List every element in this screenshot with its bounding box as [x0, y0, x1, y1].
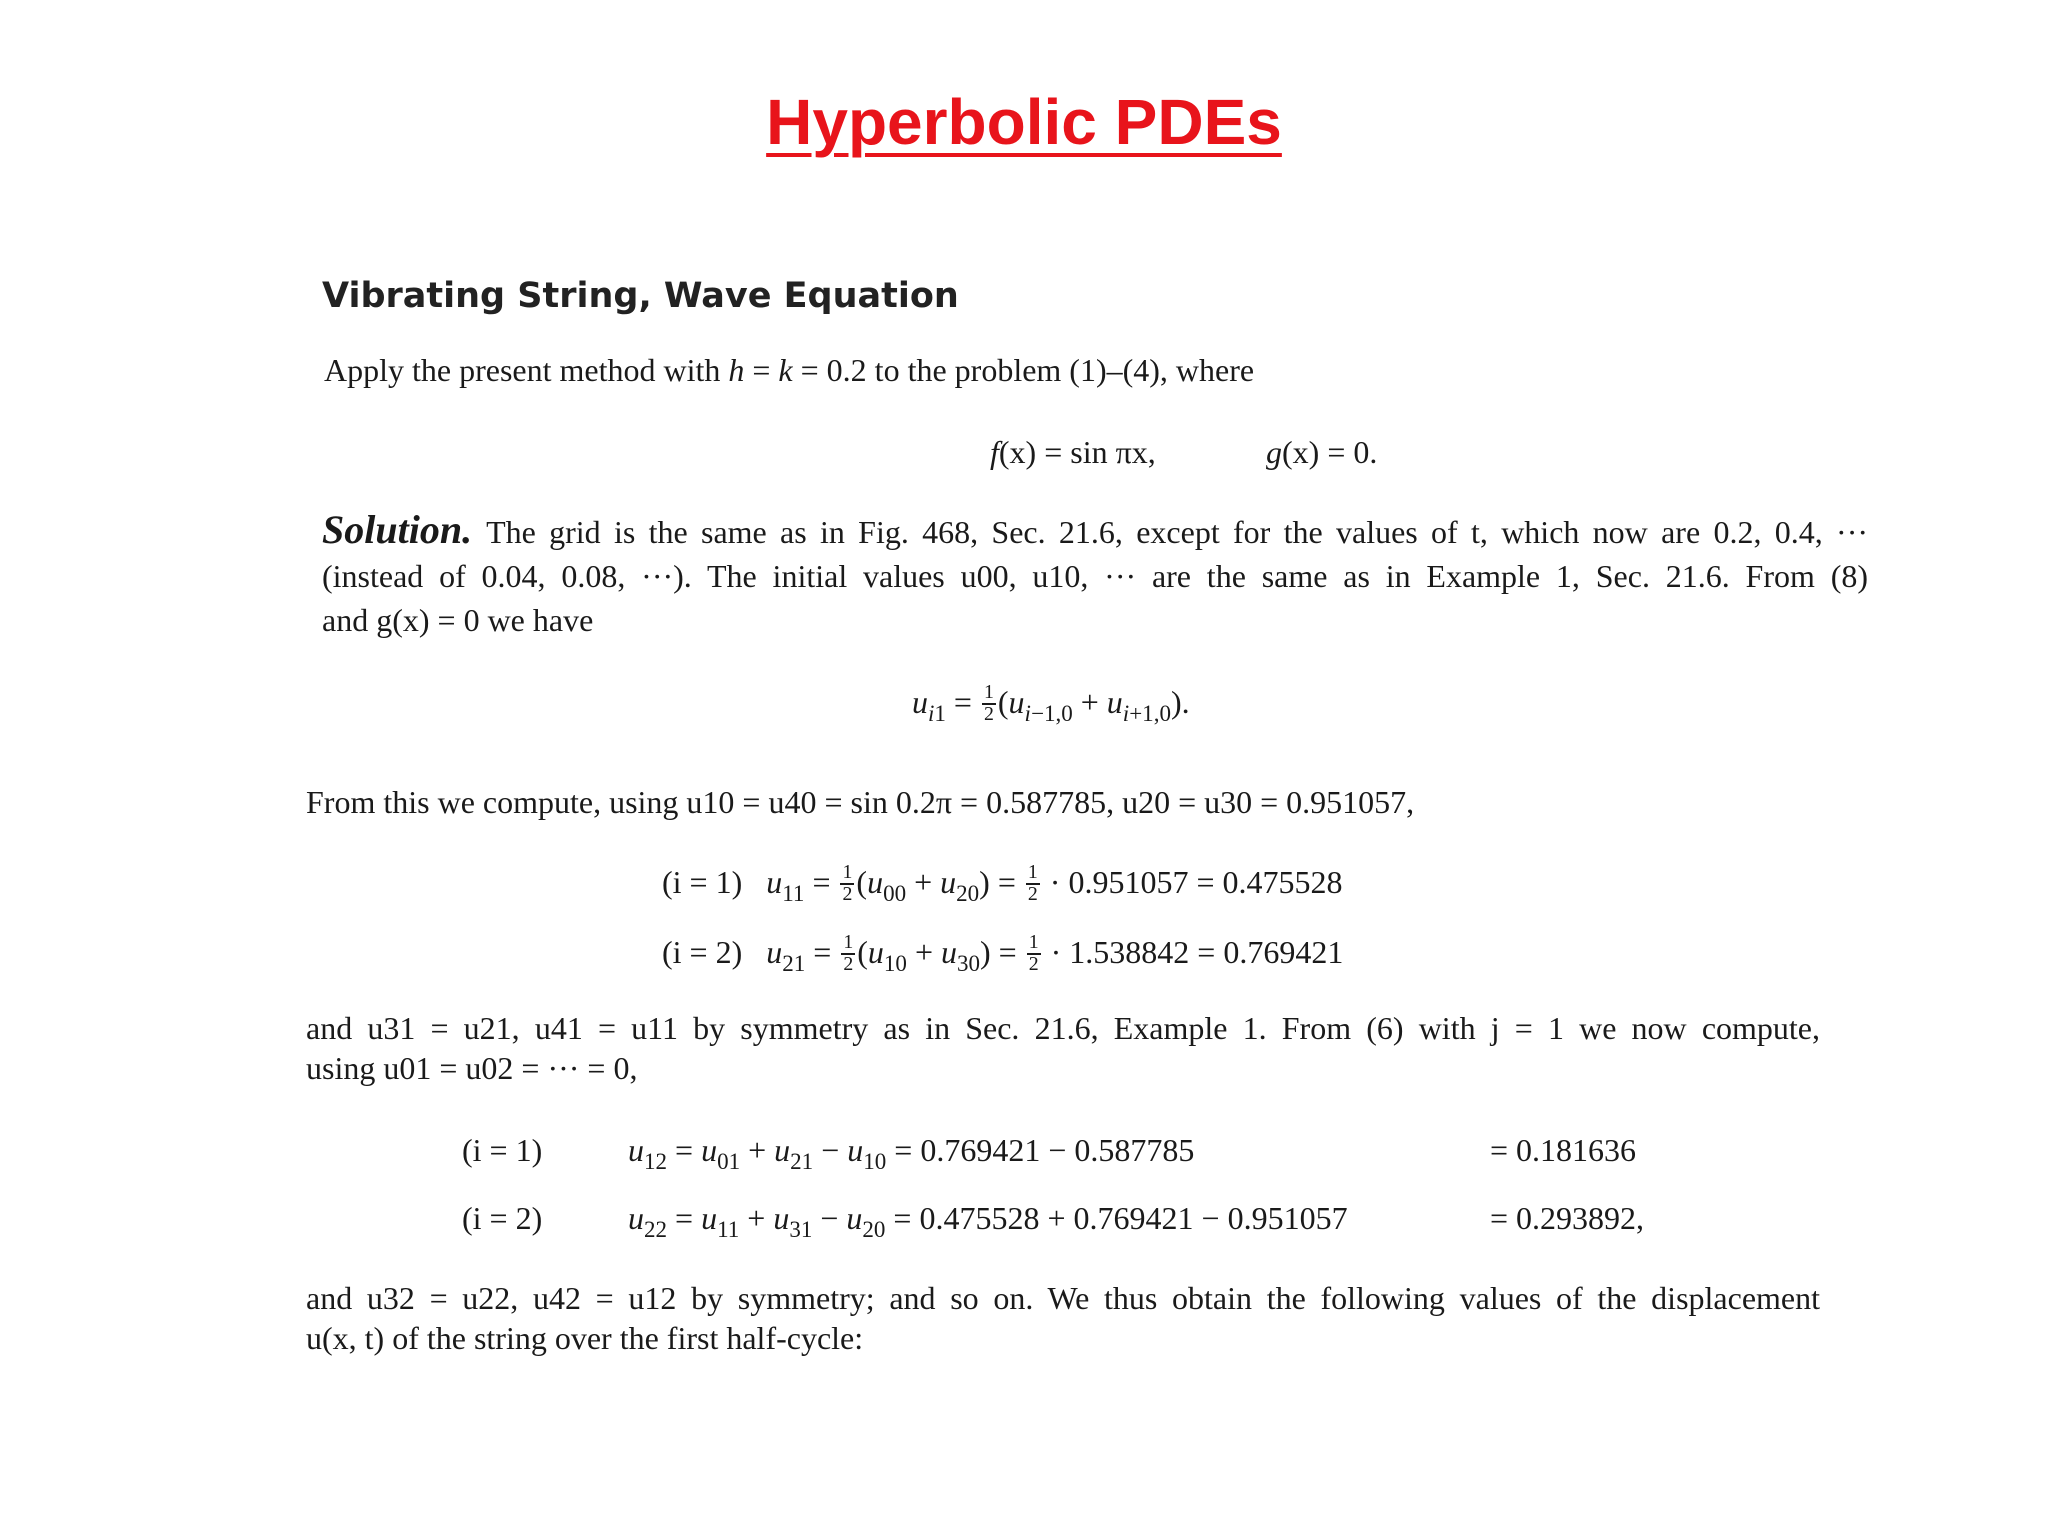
second-step-label-2: (i = 2): [462, 1200, 543, 1236]
solution-line-2: (instead of 0.04, 0.08, ···). The initial values u00, u10, ··· are the same as in Example 1, Sec. 21.6. From (8): [322, 558, 1868, 594]
equation-ui1: $u_{i1}$ = $\frac{1}{2}$ $(u_{i-1,0} + u_{i+1,0})$.: [912, 680, 1190, 727]
solution-label: Solution.: [322, 507, 473, 552]
problem-statement: Apply the present method with h = k = 0.2 to the problem (1)–(4), where: [324, 352, 1255, 388]
given-g: g(x) = 0.: [1266, 434, 1378, 470]
second-step-result-2: = 0.293892,: [1490, 1200, 1645, 1236]
second-step-label-1: (i = 1): [462, 1132, 543, 1168]
closing-line-1: and u32 = u22, u42 = u12 by symmetry; and so on. We thus obtain the following values of the displacement: [306, 1280, 1820, 1316]
solution-paragraph: [322, 508, 1868, 642]
symmetry-line-1: and u31 = u21, u41 = u11 by symmetry as in Sec. 21.6, Example 1. From (6) with j = 1 we now compute,: [306, 1010, 1820, 1046]
page-title: Hyperbolic PDEs: [766, 86, 1282, 158]
second-step-row-1: $u_{12} = u_{01} + u_{21} - u_{10} = 0.769421 - 0.587785$: [628, 1132, 1195, 1175]
solution-line-3: and g(x) = 0 we have: [322, 602, 594, 638]
closing-line-2: u(x, t) of the string over the first half-cycle:: [306, 1320, 864, 1356]
symmetry-paragraph: [306, 1008, 1820, 1088]
first-step-row-2: (i = 2) $u_{21}$ = $\frac{1}{2}$ $(u_{10} + u_{30})$ = $\frac{1}{2}$ · 1.538842 = 0.769421: [662, 930, 1344, 977]
first-step-row-1: (i = 1) $u_{11}$ = $\frac{1}{2}$ $(u_{00} + u_{20})$ = $\frac{1}{2}$ · 0.951057 = 0.475528: [662, 860, 1343, 907]
second-step-result-1: = 0.181636: [1490, 1132, 1637, 1168]
second-step-row-2: $u_{22} = u_{11} + u_{31} - u_{20} = 0.475528 + 0.769421 - 0.951057$: [628, 1200, 1348, 1243]
given-f: f(x) = sin πx,: [990, 434, 1156, 470]
compute-intro: From this we compute, using u10 = u40 = sin 0.2π = 0.587785, u20 = u30 = 0.951057,: [306, 784, 1415, 820]
symmetry-line-2: using u01 = u02 = ··· = 0,: [306, 1050, 638, 1086]
closing-paragraph: [306, 1278, 1820, 1358]
solution-line-1: Solution. The grid is the same as in Fig. 468, Sec. 21.6, except for the values of t, which now are 0.2, 0.4, ···: [322, 507, 1868, 552]
section-heading: Vibrating String, Wave Equation: [322, 276, 959, 316]
